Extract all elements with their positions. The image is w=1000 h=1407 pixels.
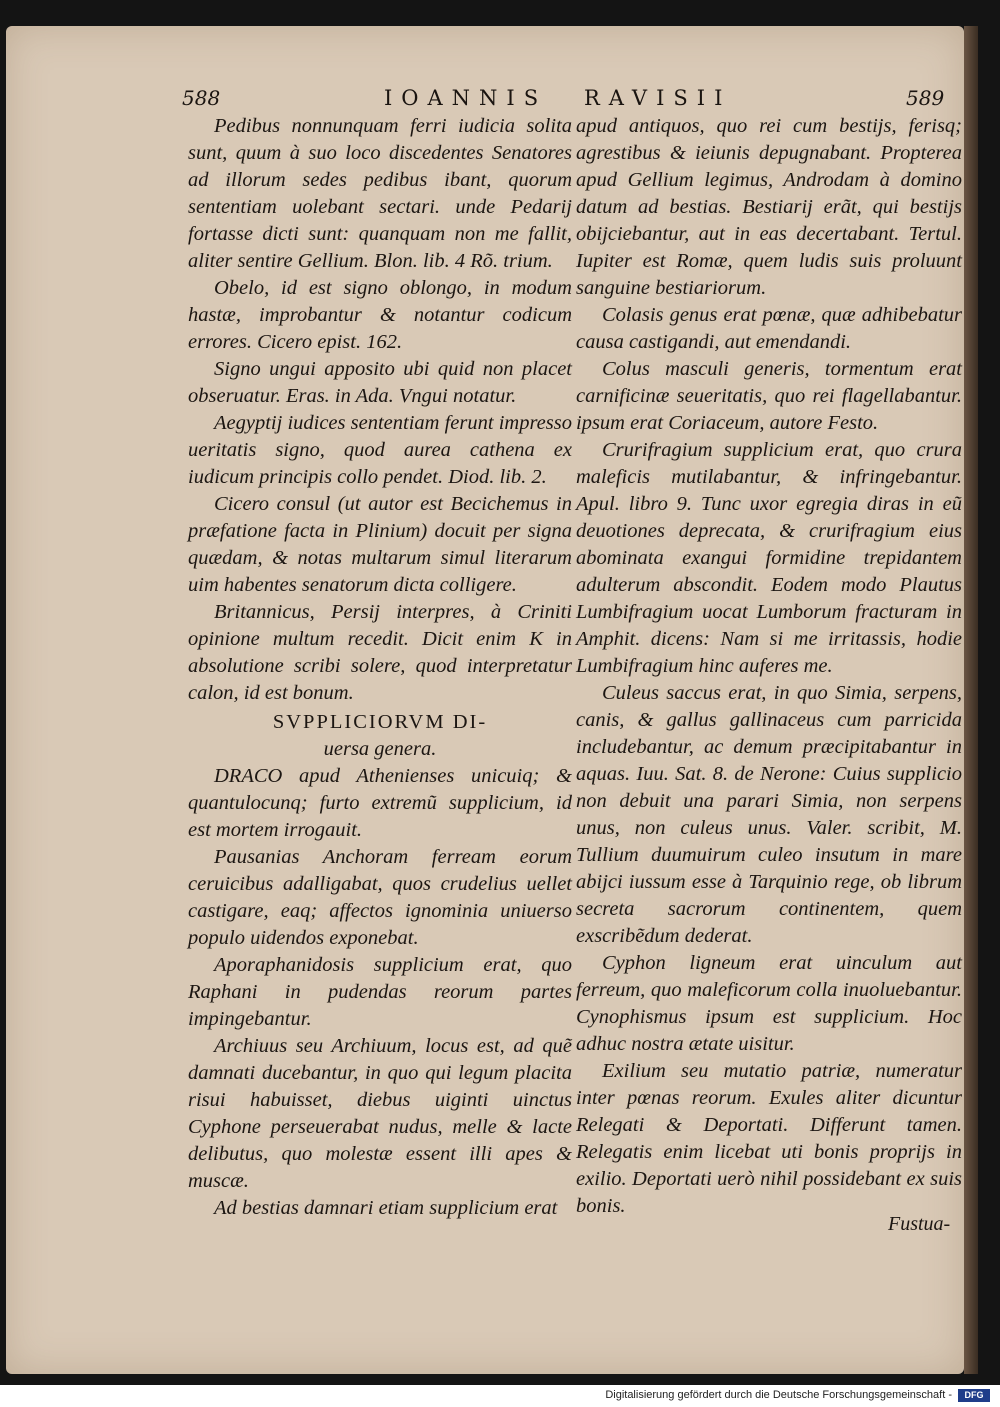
paragraph: Aporaphanidosis supplicium erat, quo Raphani in pudendas reorum partes impingebantur. bbox=[188, 954, 572, 1030]
paragraph: DRACO apud Athenienses unicuiq; & quantulocunq; furto extremũ supplicium, id est mortem irrogauit. bbox=[188, 765, 572, 841]
funding-credit: Digitalisierung gefördert durch die Deutsche Forschungsgemeinschaft - bbox=[605, 1389, 952, 1401]
right-column bbox=[576, 113, 962, 1220]
running-title-second: RAVISII bbox=[584, 86, 732, 110]
section-heading-line-1: SVPPLICIORVM DI- bbox=[272, 711, 488, 733]
page-number-right: 589 bbox=[906, 86, 945, 110]
paragraph: Culeus saccus erat, in quo Simia, serpens, canis, & gallus gallinaceus cum parricida includebantur, ac demum præcipitabantur in aquas. Iuu. Sat. 8. de Nerone: Cuius supplicio non debuit una parari Simia, non serpens unus, non culeus unus. Valer. scribit, M. Tullium duumuirum culeo insutum in mare abijci iussum esse à Tarquinio rege, ob librum secreta sacrorum continentem, quem exscribẽdum dederat. bbox=[576, 682, 962, 947]
paragraph: Aegyptij iudices sententiam ferunt impresso ueritatis signo, quod aurea cathena ex iudicum principis collo pendet. Diod. lib. 2. bbox=[188, 412, 572, 488]
paragraph: apud antiquos, quo rei cum bestijs, ferisq; agrestibus & ieiunis depugnabant. Propterea apud Gellium legimus, Androdam à domino datum ad bestias. Bestiarij erãt, qui bestijs obijciebantur, aut in eas decertabant. Tertul. Iupiter est Romæ, quem ludis suis proluunt sanguine bestiariorum. bbox=[576, 115, 962, 299]
running-title-first: IOANNIS bbox=[384, 86, 548, 110]
paragraph: Archiuus seu Archiuum, locus est, ad quẽ damnati ducebantur, in quo qui legum placita risui habuisset, diebus uiginti uinctus Cyphone perseuerabat nudus, melle & lacte delibutus, quo molestæ essent illi apes & muscæ. bbox=[188, 1035, 572, 1192]
paragraph: Colus masculi generis, tormentum erat carnificinæ seueritatis, quo rei flagellabantur. ipsum erat Coriaceum, autore Festo. bbox=[576, 358, 962, 434]
paragraph: Pedibus nonnunquam ferri iudicia solita sunt, quum à suo loco discedentes Senatores ad illorum sedes pedibus ibant, quorum sententiam uolebant sectari. unde Pedarij fortasse dicti sunt: quanquam non me fallit, aliter sentire Gellium. Blon. lib. 4 Rõ. trium. bbox=[188, 115, 572, 272]
catchword: Fustua- bbox=[888, 1213, 951, 1235]
page-header bbox=[0, 86, 1000, 116]
page-number-left: 588 bbox=[182, 86, 221, 110]
paragraph: Signo ungui apposito ubi quid non placet obseruatur. Eras. in Ada. Vngui notatur. bbox=[188, 358, 572, 407]
left-column bbox=[188, 113, 572, 1222]
dfg-logo-icon: DFG bbox=[958, 1389, 990, 1402]
paragraph: Colasis genus erat pœnæ, quæ adhibebatur causa castigandi, aut emendandi. bbox=[576, 304, 962, 353]
section-heading bbox=[188, 709, 572, 763]
page-edge bbox=[964, 26, 978, 1374]
paragraph: Cyphon ligneum erat uinculum aut ferreum, quo maleficorum colla inuoluebantur. Cynophismus ipsum est supplicium. Hoc adhuc nostra ætate uisitur. bbox=[576, 952, 962, 1055]
paragraph: Pausanias Anchoram ferream eorum ceruicibus adalligabat, quos crudelius uellet castigare, eaq; affectos ignominia uniuerso populo uidendos exponebat. bbox=[188, 846, 572, 949]
paragraph: Cicero consul (ut autor est Becichemus in præfatione facta in Plinium) docuit per signa quædam, & notas multarum simul literarum uim habentes senatorum dicta colligere. bbox=[188, 493, 572, 596]
paragraph: Britannicus, Persij interpres, à Criniti opinione multum recedit. Dicit enim K in absolutione scribi solere, quod interpretatur calon, id est bonum. bbox=[188, 601, 572, 704]
paragraph: Crurifragium supplicium erat, quo crura maleficis mutilabantur, & infringebantur. Apul. libro 9. Tunc uxor egregia diras in eũ deuotiones deprecata, & crurifragium eius abominata exangui formidine trepidantem adulterum abscondit. Eodem modo Plautus Lumbifragium uocat Lumborum fracturam in Amphit. dicens: Nam si me irritassis, hodie Lumbifragium hinc auferes me. bbox=[576, 439, 962, 677]
footer-bar bbox=[0, 1385, 1000, 1407]
section-heading-line-2: uersa genera. bbox=[323, 738, 437, 760]
paragraph: Exilium seu mutatio patriæ, numeratur inter pœnas reorum. Exules aliter dicuntur Relegati & Deportati. Differunt tamen. Relegatis enim licebat uti bonis proprijs in exilio. Deportati uerò nihil possidebant ex suis bonis. bbox=[576, 1060, 962, 1217]
paragraph: Ad bestias damnari etiam supplicium erat bbox=[214, 1197, 558, 1219]
paragraph: Obelo, id est signo oblongo, in modum hastæ, improbantur & notantur codicum errores. Cicero epist. 162. bbox=[188, 277, 572, 353]
